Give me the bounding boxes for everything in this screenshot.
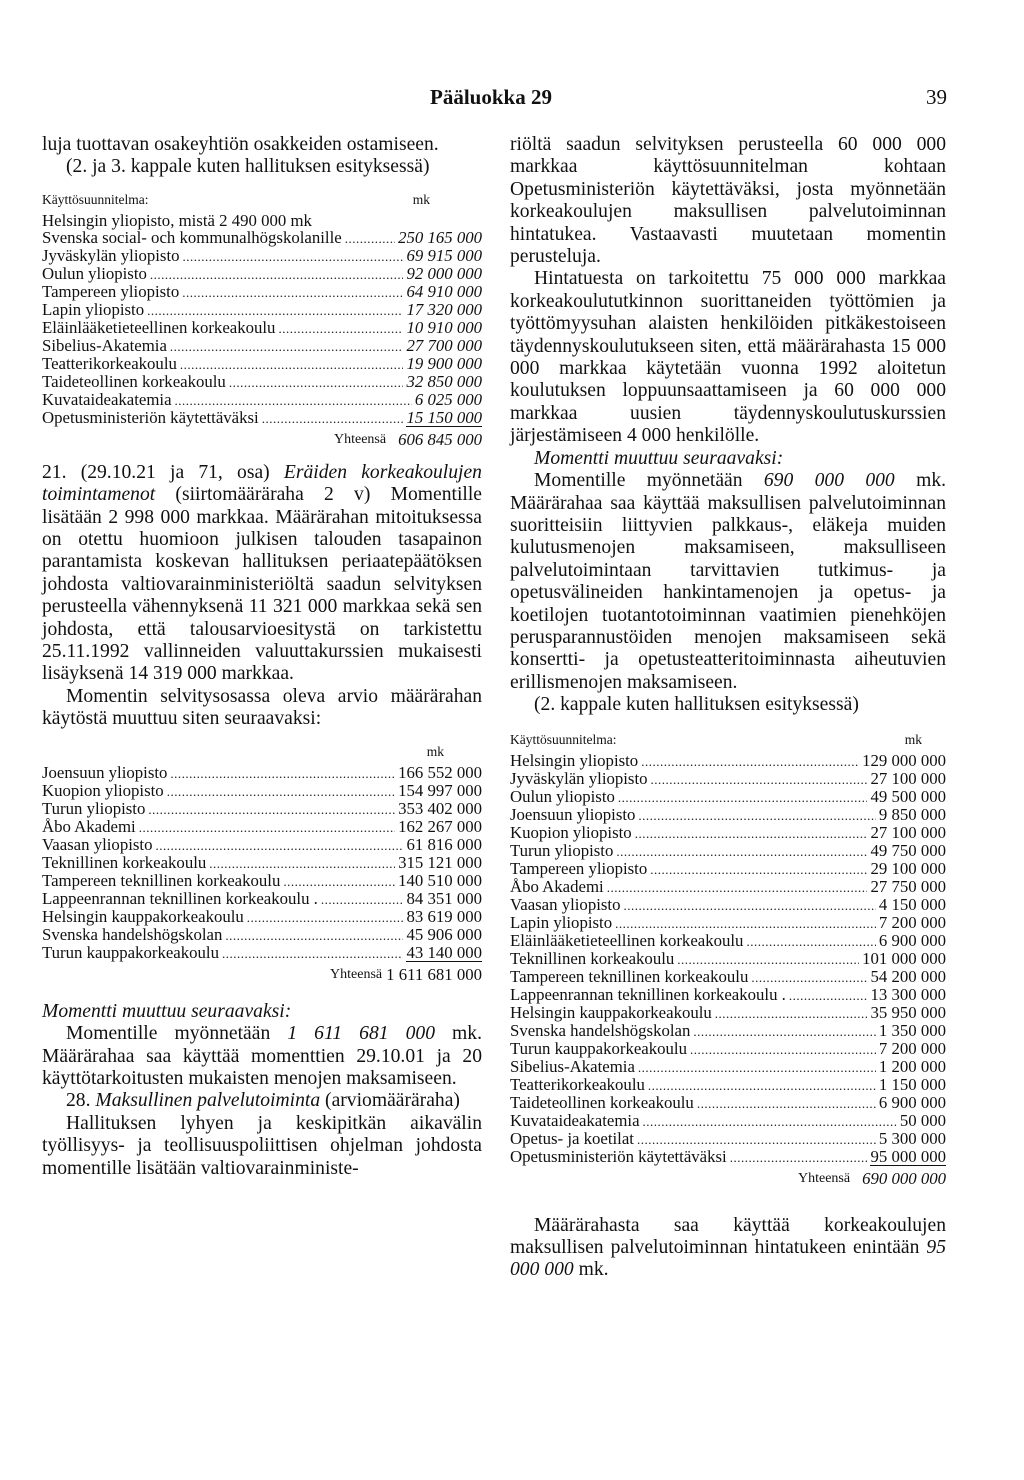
page-header-title: Pääluokka 29: [430, 85, 552, 109]
row-value: 83 619 000: [406, 906, 482, 926]
row-name: Teatterikorkeakoulu: [510, 1074, 645, 1094]
row-name: Åbo Akademi: [510, 876, 604, 896]
row-name: Teknillinen korkeakoulu: [42, 852, 207, 872]
row-value: 49 500 000: [870, 786, 946, 806]
leader-dots: [638, 1058, 876, 1076]
leader-dots: [618, 788, 868, 806]
table-1-total-label: Yhteensä: [334, 431, 387, 447]
page-number: 39: [926, 85, 947, 109]
row-value: 6 900 000: [878, 930, 946, 950]
row-name: Helsingin kauppakorkeakoulu: [42, 906, 244, 926]
row-value: 35 950 000: [870, 1002, 946, 1022]
table-row: [42, 782, 482, 800]
row-value: 61 816 000: [406, 834, 482, 854]
row-name: Taideteollinen korkeakoulu: [510, 1092, 694, 1112]
right-paragraph-1: riöltä saadun selvityksen perusteella 60 000 000 markkaa käyttösuunnitelman kohtaan Opetusministeriön käytettäväksi, josta myönnetään korkeakoulujen maksullisen palvelutoiminnan hintatukea. Vastaavasti muutetaan momentin perusteluja.: [510, 134, 946, 268]
leader-dots: [789, 986, 868, 1004]
leader-dots: [222, 944, 404, 962]
table-row: [510, 1040, 946, 1058]
leader-dots: [262, 409, 404, 427]
leader-dots: [643, 1112, 897, 1130]
table-row: [42, 373, 482, 391]
leader-dots: [155, 836, 403, 854]
row-value: 54 200 000: [870, 966, 946, 986]
table-row: [42, 247, 482, 265]
table-row: [42, 337, 482, 355]
table-3-total-label: Yhteensä: [798, 1170, 851, 1186]
row-name: Teatterikorkeakoulu: [42, 353, 177, 373]
table-row: [42, 265, 482, 283]
leader-dots: [615, 914, 876, 932]
leader-dots: [321, 890, 404, 908]
row-name: Sibelius-Akatemia: [510, 1056, 635, 1076]
intro-paragraph: luja tuottavan osakeyhtiön osakkeiden ostamiseen.: [42, 134, 439, 155]
intro-note: (2. ja 3. kappale kuten hallituksen esityksessä): [66, 156, 430, 178]
row-value: 1 350 000: [878, 1020, 946, 1040]
row-value: 1 150 000: [878, 1074, 946, 1094]
row-value: 154 997 000: [398, 780, 482, 800]
leader-dots: [180, 355, 404, 373]
table-3-rows: [510, 752, 946, 1166]
usage-plan-table-3: [510, 731, 946, 1187]
row-name: Tampereen yliopisto: [42, 281, 180, 301]
row-value: 64 910 000: [406, 281, 482, 301]
row-name: Opetusministeriön käytettäväksi: [42, 407, 259, 427]
leader-dots: [139, 818, 395, 836]
leader-dots: [167, 782, 395, 800]
table-row: [510, 1094, 946, 1112]
table-row: [42, 926, 482, 944]
row-name: Lappeenrannan teknillinen korkeakoulu .: [510, 984, 786, 1004]
leader-dots: [225, 926, 403, 944]
usage-plan-table-1: [42, 191, 482, 448]
leader-dots: [209, 854, 395, 872]
leader-dots: [607, 878, 868, 896]
table-1-total-value: 606 845 000: [398, 429, 482, 449]
row-value: 4 150 000: [878, 894, 946, 914]
row-value: 95 000 000: [870, 1146, 946, 1166]
leader-dots: [148, 800, 395, 818]
row-value: 27 700 000: [406, 335, 482, 355]
row-name: Lappeenrannan teknillinen korkeakoulu .: [42, 888, 318, 908]
table-row: [42, 890, 482, 908]
row-value: 162 267 000: [398, 816, 482, 836]
leader-dots: [641, 752, 859, 770]
leader-dots: [278, 319, 403, 337]
row-value: 84 351 000: [406, 888, 482, 908]
table-3-header-unit: mk: [904, 731, 922, 747]
leader-dots: [345, 229, 395, 247]
row-name: Kuvataideakatemia: [42, 389, 172, 409]
row-name: Vaasan yliopisto: [42, 834, 153, 854]
leader-dots: [616, 842, 867, 860]
table-2-total-value: 1 611 681 000: [386, 964, 482, 984]
table-row: [510, 1022, 946, 1040]
leader-dots: [229, 373, 404, 391]
right-kappale-note: (2. kappale kuten hallituksen esityksessä): [534, 694, 859, 716]
row-value: 6 900 000: [878, 1092, 946, 1112]
leader-dots: [147, 301, 403, 319]
row-value: 27 100 000: [870, 822, 946, 842]
row-name: Tampereen yliopisto: [510, 858, 648, 878]
row-value: 49 750 000: [870, 840, 946, 860]
table-row: [42, 854, 482, 872]
table-1-header-label: Käyttösuunnitelma:: [42, 191, 149, 207]
row-value: 1 200 000: [878, 1056, 946, 1076]
row-name: Eläinlääketieteellinen korkeakoulu: [42, 317, 276, 337]
row-value: 29 100 000: [870, 858, 946, 878]
row-value: 250 165 000: [398, 227, 482, 247]
row-name: Lapin yliopisto: [42, 299, 145, 319]
table-row: [42, 391, 482, 409]
leader-dots: [650, 860, 867, 878]
row-value: 92 000 000: [406, 263, 482, 283]
row-value: 27 750 000: [870, 876, 946, 896]
table-row: [510, 770, 946, 788]
row-name: Tampereen teknillinen korkeakoulu: [510, 966, 749, 986]
table-row: [510, 1130, 946, 1148]
row-name: Svenska handelshögskolan: [510, 1020, 691, 1040]
row-value: 140 510 000: [398, 870, 482, 890]
table-row: [510, 950, 946, 968]
table-row: [42, 409, 482, 427]
row-value: 69 915 000: [406, 245, 482, 265]
leader-dots: [715, 1004, 868, 1022]
table-row: [510, 1112, 946, 1130]
row-name: Kuopion yliopisto: [510, 822, 632, 842]
row-name: Turun yliopisto: [510, 840, 614, 860]
row-value: 19 900 000: [406, 353, 482, 373]
table-row: [42, 229, 482, 247]
row-name: Svenska handelshögskolan: [42, 924, 223, 944]
row-name: Tampereen teknillinen korkeakoulu: [42, 870, 281, 890]
momentti-heading-left: Momentti muuttuu seuraavaksi:: [42, 1000, 292, 1022]
row-name: Svenska social- och kommunalhögskolanille: [42, 227, 342, 247]
row-value: 7 200 000: [878, 1038, 946, 1058]
momentti-heading-right: Momentti muuttuu seuraavaksi:: [534, 447, 784, 469]
row-name: Turun yliopisto: [42, 798, 146, 818]
row-name: Sibelius-Akatemia: [42, 335, 167, 355]
table-row: [510, 806, 946, 824]
row-value: 10 910 000: [406, 317, 482, 337]
row-name: Oulun yliopisto: [510, 786, 615, 806]
row-value: 101 000 000: [862, 948, 946, 968]
row-name: Turun kauppakorkeakoulu: [510, 1038, 687, 1058]
government-program-paragraph: Hallituksen lyhyen ja keskipitkän aikavälin työllisyys- ja teollisuuspoliittisen ohjelman johdosta momentille lisätään valtiovarainministe-: [42, 1112, 482, 1179]
leader-dots: [638, 806, 875, 824]
table-1-rows: [42, 229, 482, 427]
table-row: [510, 788, 946, 806]
leader-dots: [150, 265, 404, 283]
table-3-total: [510, 1170, 946, 1187]
table-row: [42, 836, 482, 854]
row-name: Vaasan yliopisto: [510, 894, 621, 914]
table-row: [42, 319, 482, 337]
section-21-title: Eräiden korkeakoulujen toimintamenot: [42, 461, 482, 506]
table-2-total: [42, 966, 482, 983]
row-name: Turun kauppakorkeakoulu: [42, 942, 219, 962]
row-value: 45 906 000: [406, 924, 482, 944]
row-value: 129 000 000: [862, 750, 946, 770]
right-column: [510, 134, 946, 1282]
momentti-paragraph-right: Momentille myönnetään 690 000 000 mk. Määrärahaa saa käyttää maksullisen palvelutoiminnan suoritteisiin liittyvien palkkaus-, eläkeja muiden kulutusmenojen maksamiseen, maksulliseen palvelutoimintaan tarvittavien tutkimus- ja opetusvälineiden hankintamenojen ja opetus- ja koetilojen tuotantotoiminnan vaatimien pienehköjen perusparannustöiden menojen maksamiseen sekä konsertti- ja opetusteatteritoiminnasta aiheutuvien erillismenojen maksamiseen.: [510, 470, 947, 693]
row-value: 32 850 000: [406, 371, 482, 391]
right-paragraph-2: Hintatuesta on tarkoitettu 75 000 000 markkaa korkeakoulututkinnon suorittaneiden työttömien ja työttömyysuhan alaisten henkilöiden pitkäkestoiseen täydennyskoulutukseen siten, että määrärahasta 15 000 000 markkaa käytetään vuonna 1992 aloitetun koulutuksen loppuunsaattamiseen ja 60 000 000 markkaa uusien täydennyskoulutuskurssien järjestämiseen 4 000 henkilölle.: [510, 268, 946, 447]
right-final-paragraph: Määrärahasta saa käyttää korkeakoulujen maksullisen palvelutoiminnan hintatukeen enintään 95 000 000 mk.: [510, 1214, 946, 1281]
table-2-rows: [42, 764, 482, 962]
row-value: 6 025 000: [414, 389, 482, 409]
table-row: [510, 968, 946, 986]
row-name: Jyväskylän yliopisto: [42, 245, 180, 265]
row-value: 15 150 000: [406, 407, 482, 427]
leader-dots: [635, 824, 868, 842]
row-name: Eläinlääketieteellinen korkeakoulu: [510, 930, 744, 950]
table-row: [42, 800, 482, 818]
table-3-total-value: 690 000 000: [862, 1168, 946, 1188]
table-row: [510, 914, 946, 932]
leader-dots: [247, 908, 404, 926]
leader-dots: [175, 391, 412, 409]
row-value: 43 140 000: [406, 942, 482, 962]
table-row: [42, 872, 482, 890]
leader-dots: [637, 1130, 876, 1148]
row-name: Helsingin kauppakorkeakoulu: [510, 1002, 712, 1022]
leader-dots: [623, 896, 875, 914]
row-value: 166 552 000: [398, 762, 482, 782]
row-value: 7 200 000: [878, 912, 946, 932]
leader-dots: [677, 950, 859, 968]
table-row: [510, 860, 946, 878]
table-row: [510, 842, 946, 860]
row-name: Opetus- ja koetilat: [510, 1128, 634, 1148]
left-column: [42, 134, 482, 1180]
table-1-preline: Helsingin yliopisto, mistä 2 490 000 mk: [42, 210, 312, 230]
leader-dots: [697, 1094, 876, 1112]
row-name: Joensuun yliopisto: [510, 804, 636, 824]
leader-dots: [170, 337, 404, 355]
row-name: Joensuun yliopisto: [42, 762, 168, 782]
table-row: [510, 932, 946, 950]
table-row: [42, 764, 482, 782]
row-value: 27 100 000: [870, 768, 946, 788]
section-28-title: Maksullinen palvelutoiminta: [95, 1090, 321, 1112]
row-name: Lapin yliopisto: [510, 912, 613, 932]
table-row: [510, 896, 946, 914]
row-value: 9 850 000: [878, 804, 946, 824]
row-name: Åbo Akademi: [42, 816, 136, 836]
leader-dots: [182, 283, 403, 301]
row-name: Oulun yliopisto: [42, 263, 147, 283]
leader-dots: [693, 1022, 876, 1040]
row-name: Teknillinen korkeakoulu: [510, 948, 675, 968]
row-name: Kuvataideakatemia: [510, 1110, 640, 1130]
row-value: 353 402 000: [398, 798, 482, 818]
section-21-paragraph: 21. (29.10.21 ja 71, osa) Eräiden korkeakoulujen toimintamenot (siirtomääräraha 2 v) Momentille lisätään 2 998 000 markkaa. Määrärahan mitoituksessa on otettu huomioon julkisen talouden tasapainon parantamista koskevan hallituksen periaatepäätöksen johdosta valtiovarainministeriöltä saadun selvityksen perusteella vähennyksenä 11 321 000 markkaa sekä sen johdosta, että talousarvioesitystä on tarkistettu 25.11.1992 vallinneiden valuuttakurssien mukaisesti lisäyksenä 14 319 000 markkaa.: [42, 461, 482, 685]
row-name: Taideteollinen korkeakoulu: [42, 371, 226, 391]
table-2-header-unit: mk: [426, 743, 444, 759]
leader-dots: [170, 764, 395, 782]
leader-dots: [690, 1040, 876, 1058]
estimate-paragraph: Momentin selvitysosassa oleva arvio määrärahan käytöstä muuttuu siten seuraavaksi:: [42, 685, 482, 730]
row-value: 13 300 000: [870, 984, 946, 1004]
row-name: Kuopion yliopisto: [42, 780, 164, 800]
momentti-paragraph-left: Momentille myönnetään 1 611 681 000 mk. Määrärahaa saa käyttää momenttien 29.10.01 ja 20 käyttötarkoitusten mukaisten menojen maksamiseen.: [42, 1023, 482, 1089]
table-2-total-label: Yhteensä: [330, 966, 383, 982]
row-name: Jyväskylän yliopisto: [510, 768, 648, 788]
leader-dots: [648, 1076, 876, 1094]
table-row: [42, 818, 482, 836]
leader-dots: [730, 1148, 868, 1166]
table-row: [510, 1058, 946, 1076]
section-28-paragraph: 28. Maksullinen palvelutoiminta (arviomääräraha): [66, 1090, 460, 1112]
row-value: 17 320 000: [406, 299, 482, 319]
table-row: [510, 1148, 946, 1166]
leader-dots: [751, 968, 867, 986]
table-row: [510, 752, 946, 770]
table-row: [42, 355, 482, 373]
row-name: Opetusministeriön käytettäväksi: [510, 1146, 727, 1166]
table-row: [42, 908, 482, 926]
leader-dots: [746, 932, 875, 950]
usage-plan-table-2: [42, 743, 482, 983]
row-value: 50 000: [899, 1110, 946, 1130]
row-value: 5 300 000: [878, 1128, 946, 1148]
leader-dots: [283, 872, 395, 890]
leader-dots: [183, 247, 404, 265]
table-3-header-label: Käyttösuunnitelma:: [510, 731, 617, 747]
table-row: [510, 1076, 946, 1094]
table-row: [510, 878, 946, 896]
table-row: [510, 1004, 946, 1022]
table-row: [42, 283, 482, 301]
table-row: [510, 986, 946, 1004]
leader-dots: [651, 770, 868, 788]
table-row: [42, 944, 482, 962]
row-value: 315 121 000: [398, 852, 482, 872]
table-row: [510, 824, 946, 842]
table-1-header-unit: mk: [412, 191, 430, 207]
table-1-total: [42, 431, 482, 448]
row-name: Helsingin yliopisto: [510, 750, 639, 770]
table-row: [42, 301, 482, 319]
